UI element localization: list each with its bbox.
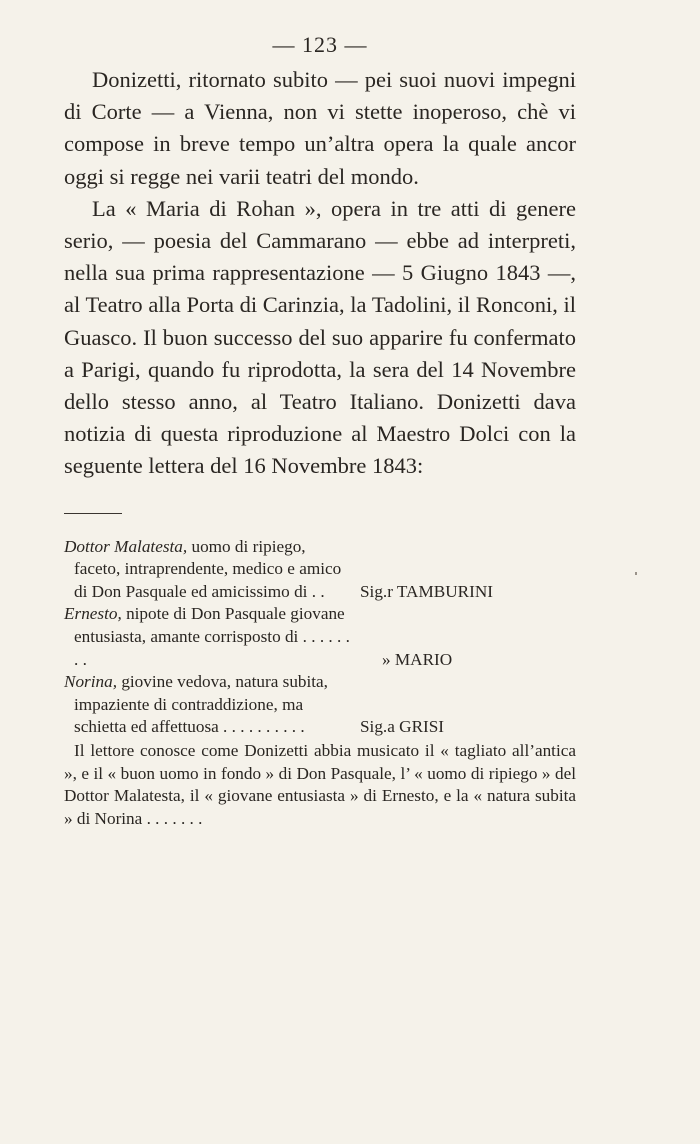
footnote-note: Il lettore conosce come Donizetti abbia musicato il « tagliato all’antica », e il « buon uomo in fondo » di Don Pasquale, l’ « uomo di ripiego » del Dottor Malatesta, il « giovane entusiasta » di Ernesto, e la « natura subita » di Norina . . . . . . . xyxy=(64,740,576,828)
cast-role: Norina, xyxy=(64,672,118,692)
cast-description xyxy=(64,536,356,604)
cast-entry-norina xyxy=(64,671,576,739)
cast-entry-malatesta xyxy=(64,536,576,604)
cast-role-description: uomo di ripiego, faceto, intraprendente, medico e amico di Don Pasquale ed amicissimo di . . xyxy=(74,536,342,601)
footnote xyxy=(64,536,576,831)
book-page xyxy=(64,30,576,830)
paragraph-1: Donizetti, ritornato subito — pei suoi nuovi impegni di Corte — a Vienna, non vi stette inoperoso, chè vi compose in breve tempo un’altra opera la quale ancor oggi si regge nei varii teatri del mondo. xyxy=(64,67,576,189)
paragraph-2: La « Maria di Rohan », opera in tre atti di genere serio, — poesia del Cammarano — ebbe ad interpreti, nella sua prima rappresentazione — 5 Giugno 1843 —, al Teatro alla Porta di Carinzia, la Tadolini, il Ronconi, il Guasco. Il buon successo del suo apparire fu confermato a Parigi, quando fu riprodotta, la sera del 14 Novembre dello stesso anno, al Teatro Italiano. Donizetti dava notizia di questa riproduzione al Maestro Dolci con la seguente lettera del 16 Novembre 1843: xyxy=(64,195,576,479)
cast-singer: » MARIO xyxy=(382,649,453,669)
cast-entry-ernesto xyxy=(64,603,576,671)
cast-role-description: giovine vedova, natura subita, impaziente di contraddizione, ma schietta ed affettuosa . . . . . . . . . . xyxy=(74,672,328,737)
page-number: — 123 — xyxy=(272,32,368,57)
footnote-rule xyxy=(64,513,122,514)
cast-description xyxy=(64,671,356,739)
paper-speck xyxy=(635,572,637,575)
cast-role-description: nipote di Don Pasquale giovane entusiasta, amante corrisposto di . . . . . . . . xyxy=(74,604,350,669)
cast-role: Ernesto, xyxy=(64,604,122,624)
cast-singer: Sig.a GRISI xyxy=(360,717,445,737)
cast-role: Dottor Malatesta, xyxy=(64,536,188,556)
cast-description xyxy=(64,603,356,671)
cast-singer: Sig.r TAMBURINI xyxy=(360,581,493,601)
